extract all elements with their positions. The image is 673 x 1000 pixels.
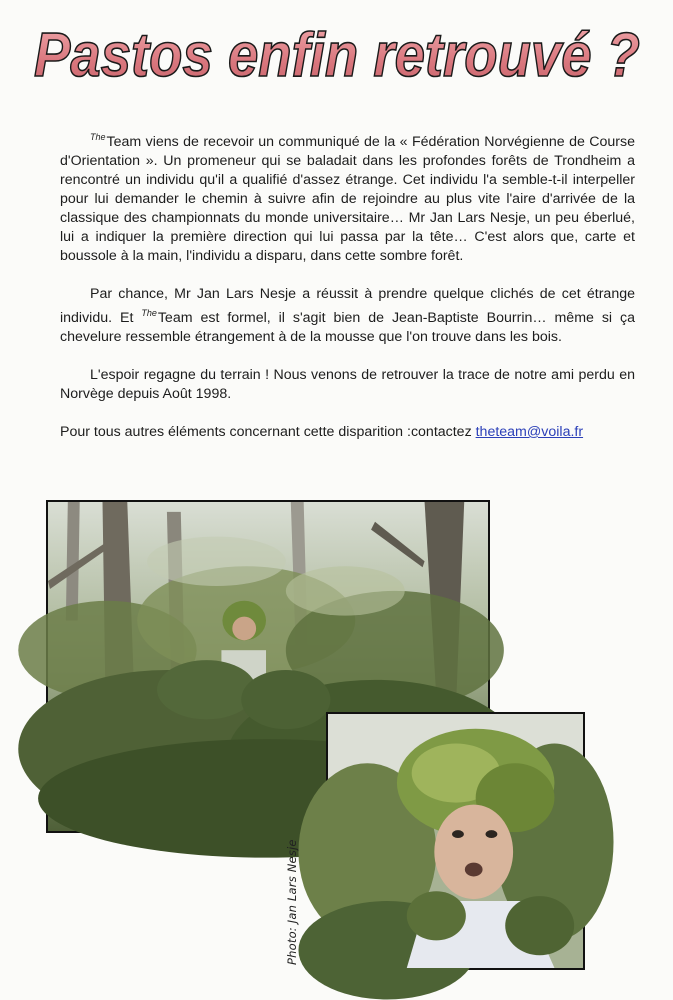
paragraph-photos (60, 285, 635, 347)
page-title (28, 14, 648, 94)
title-graphic (28, 14, 648, 94)
contact-email-link[interactable]: theteam@voila.fr (475, 424, 584, 440)
article-body (60, 128, 635, 461)
closeup-photo-image (328, 714, 583, 968)
title-text: Pastos enfin retrouvé ? (34, 21, 640, 90)
paragraph-announcement-text: Team viens de recevoir un communiqué de la « Fédération Norvégienne de Course d'Orientation ». Un promeneur qui se baladait dans les profondes forêts de Trondheim a rencontré un individu qu'il a qualifié d'assez étrange. Cet individu l'a semble-t-il interpeller pour lui demander le chemin à suivre afin de rejoindre au plus vite l'aire d'arrivée de la classique des championnats du monde universitaire… Mr Jan Lars Nesje, un peu éberlué, lui a indiquer la première direction qui lui passa par la tête… C'est alors que, carte et boussole à la main, l'individu a disparu, dans cette sombre forêt. (60, 134, 635, 264)
paragraph-photos-text-b: Team est formel, il s'agit bien de Jean-Baptiste Bourrin… même si ça chevelure ressemble étrangement à de la mousse que l'on trouve dans les bois. (60, 310, 635, 345)
paragraph-announcement (60, 128, 635, 266)
contact-text: Pour tous autres éléments concernant cette disparition :contactez (60, 424, 476, 440)
paragraph-photos-text-a: Par chance, Mr Jan Lars Nesje a réussit à prendre quelque clichés de cet étrange individu. Et (60, 286, 635, 326)
paragraph-hope: L'espoir regagne du terrain ! Nous venons de retrouver la trace de notre ami perdu en Norvège depuis Août 1998. (60, 367, 635, 402)
closeup-photo (326, 712, 585, 970)
photo-credit: Photo: Jan Lars Nesje (285, 839, 299, 965)
contact-line (60, 423, 635, 442)
the-superscript: The (90, 132, 106, 142)
the-superscript: The (141, 308, 157, 318)
